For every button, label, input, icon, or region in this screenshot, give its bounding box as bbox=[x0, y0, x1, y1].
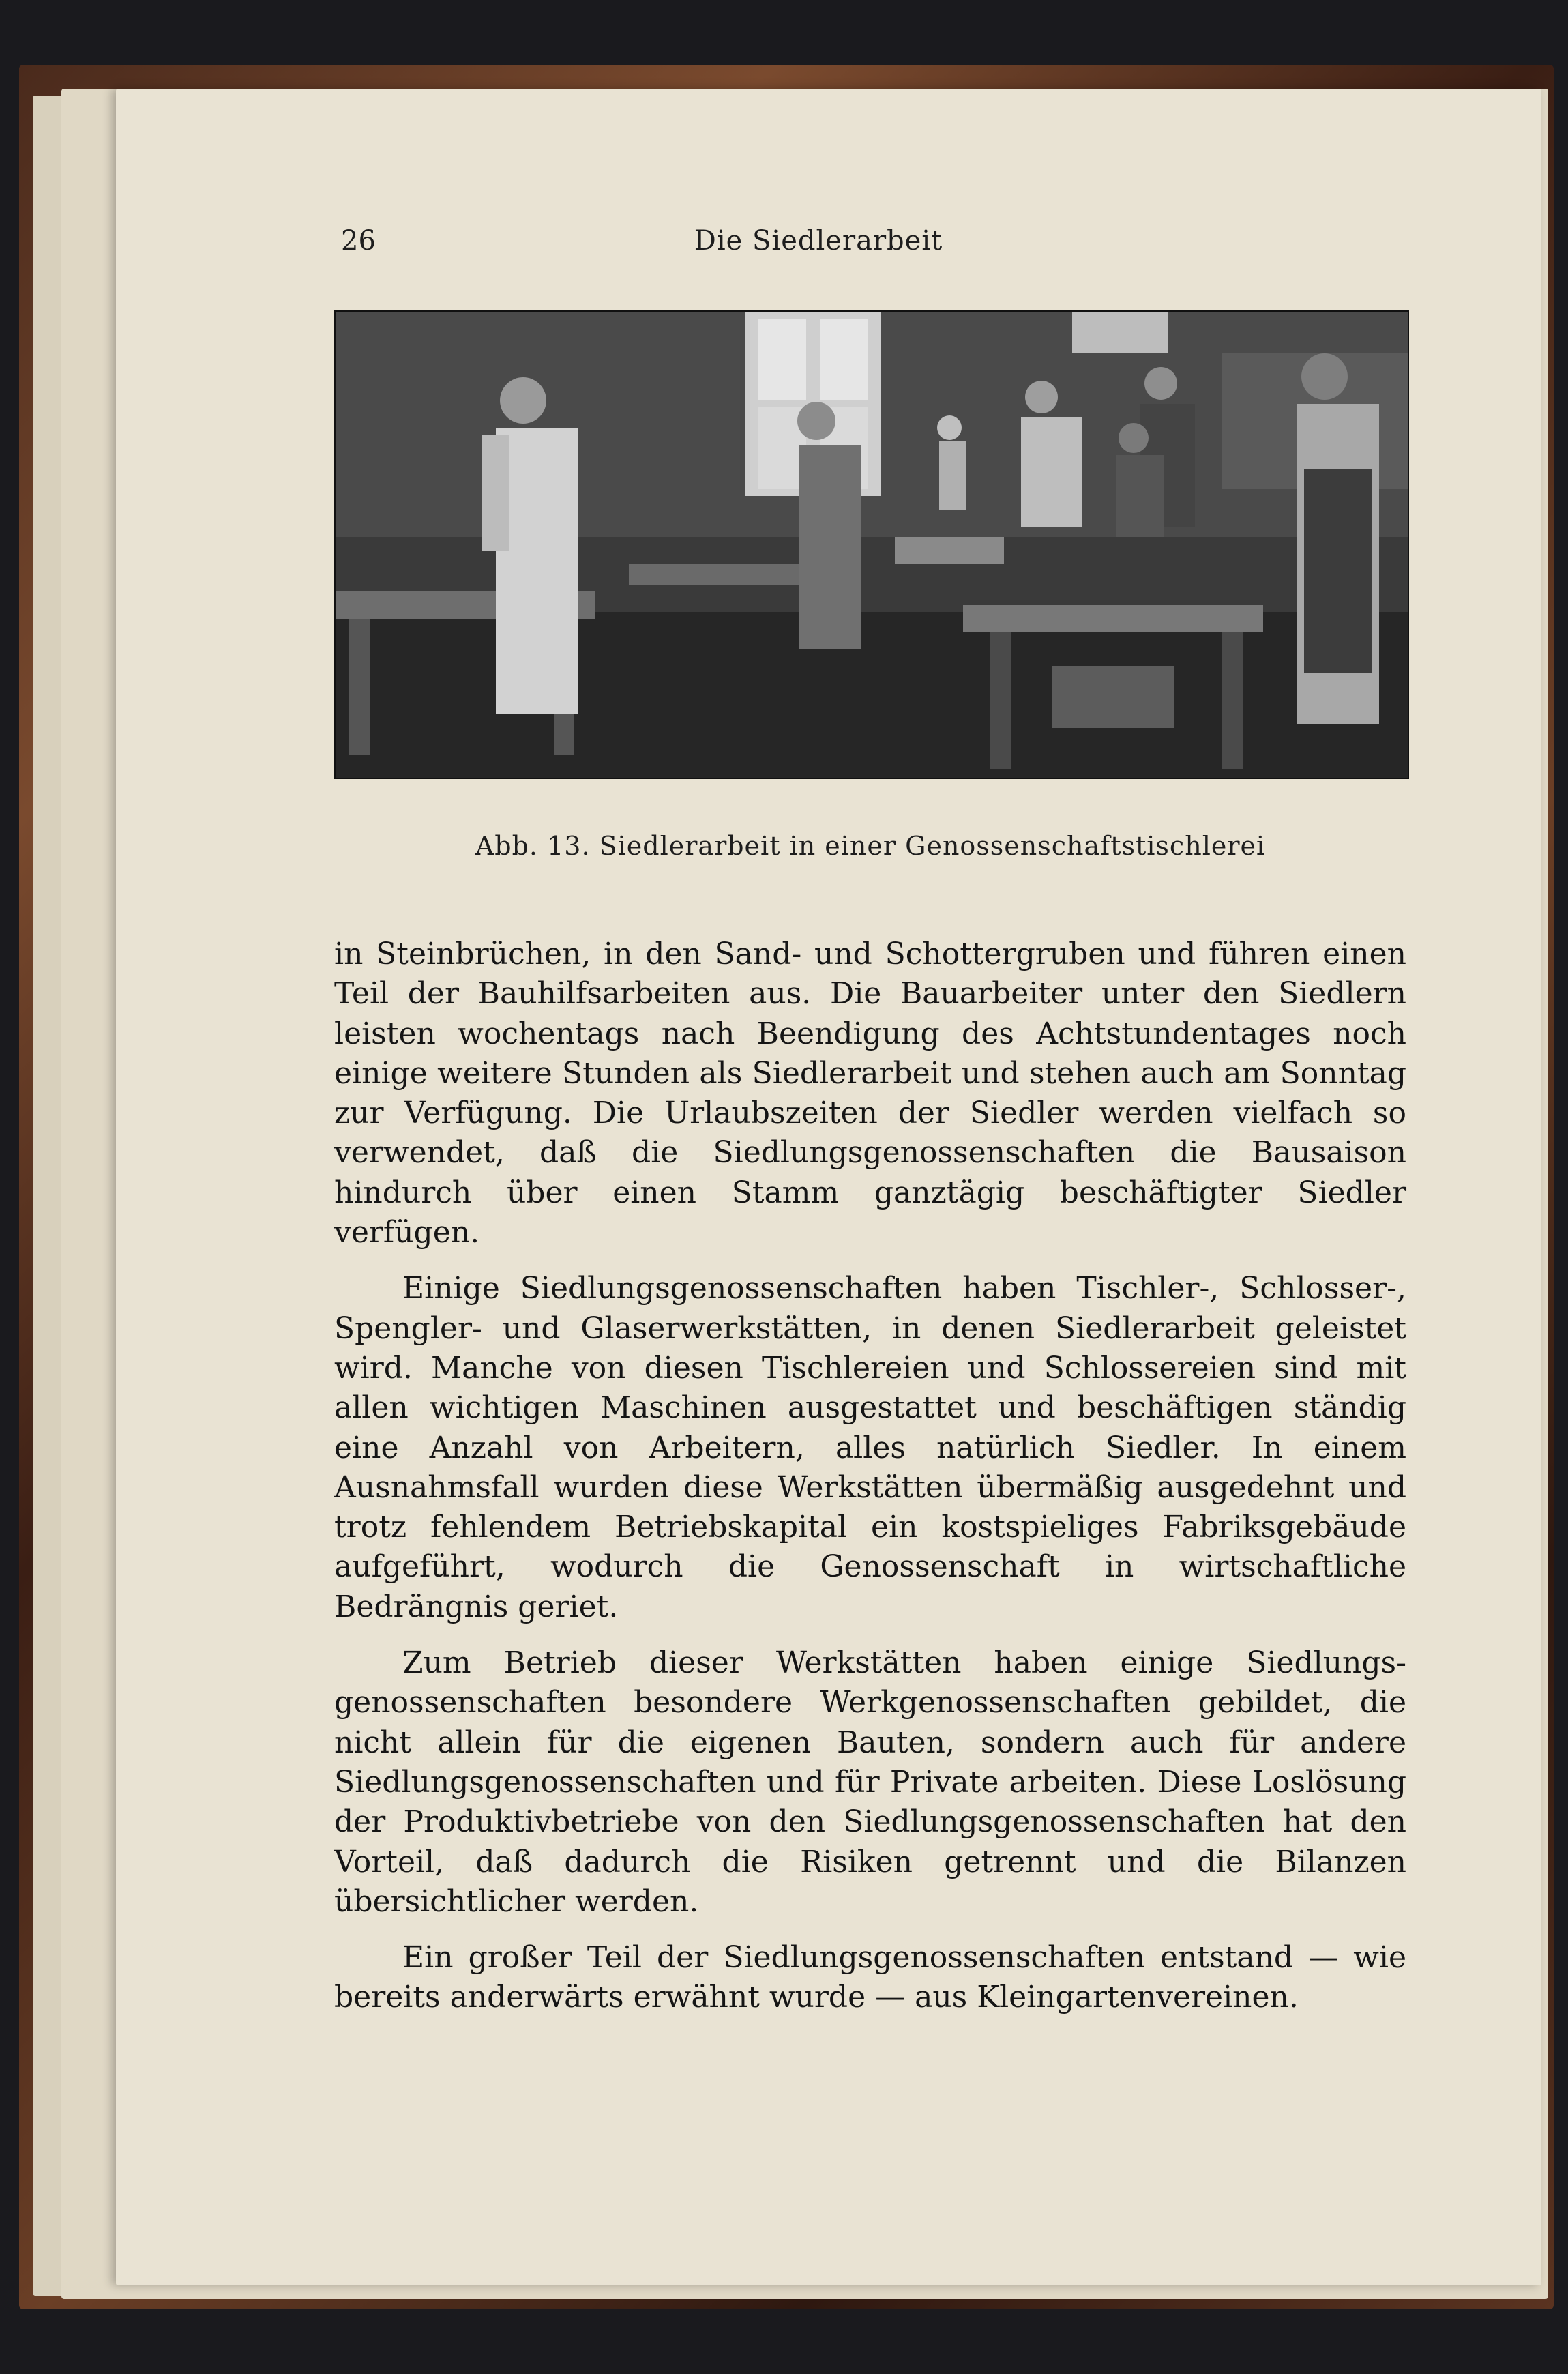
figure-caption: Abb. 13. Siedlerarbeit in einer Genossenschaftstischlerei bbox=[475, 831, 1266, 861]
body-text bbox=[334, 935, 1406, 2034]
paragraph: Zum Betrieb dieser Werkstätten haben einige Siedlungsgenossenschaften besondere Werkgenossenschaften gebildet, die nicht allein für die eigenen Bauten, sondern auch für andere Siedlungsgenossenschaften und für Private arbeiten. Diese Loslösung der Produktivbetriebe von den Siedlungsgenossenschaften hat den Vorteil, daß dadurch die Risiken getrennt und die Bilanzen übersichtlicher werden. bbox=[334, 1645, 1406, 1919]
workshop-photo-illustration bbox=[336, 312, 1408, 778]
page-heading: Die Siedlerarbeit bbox=[694, 225, 943, 257]
paragraph: Ein großer Teil der Siedlungsgenossenschaften entstand — wie bereits anderwärts erwähnt wurde — aus Kleingartenvereinen. bbox=[334, 1940, 1406, 2015]
page-number: 26 bbox=[341, 225, 376, 257]
running-head bbox=[225, 222, 1412, 263]
paragraph: Einige Siedlungsgenossenschaften haben Tischler-, Schlosser-, Spengler- und Glaserwerkstätten, in denen Siedlerarbeit geleistet wird. Manche von diesen Tischlereien und Schlossereien sind mit allen wichtigen Maschinen ausgestattet und beschäftigen ständig eine Anzahl von Arbeitern, alles natürlich Siedler. In einem Ausnahmsfall wurden diese Werkstätten übermäßig ausgedehnt und trotz fehlendem Betriebskapital ein kostspieliges Fabriksgebäude aufgeführt, wodurch die Genossenschaft in wirtschaftliche Bedrängnis geriet. bbox=[334, 1271, 1406, 1624]
paragraph: in Steinbrüchen, in den Sand- und Schottergruben und führen einen Teil der Bauhilfsarbeiten aus. Die Bauarbeiter unter den Siedlern leisten wochentags nach Beendigung des Achtstundentages noch einige weitere Stunden als Siedlerarbeit und stehen auch am Sonntag zur Verfügung. Die Urlaubszeiten der Siedler werden vielfach so verwendet, daß die Siedlungsgenossenschaften die Bausaison hindurch über einen Stamm ganztägig beschäftigter Siedler verfügen. bbox=[334, 937, 1406, 1250]
workshop-photo bbox=[334, 310, 1409, 779]
